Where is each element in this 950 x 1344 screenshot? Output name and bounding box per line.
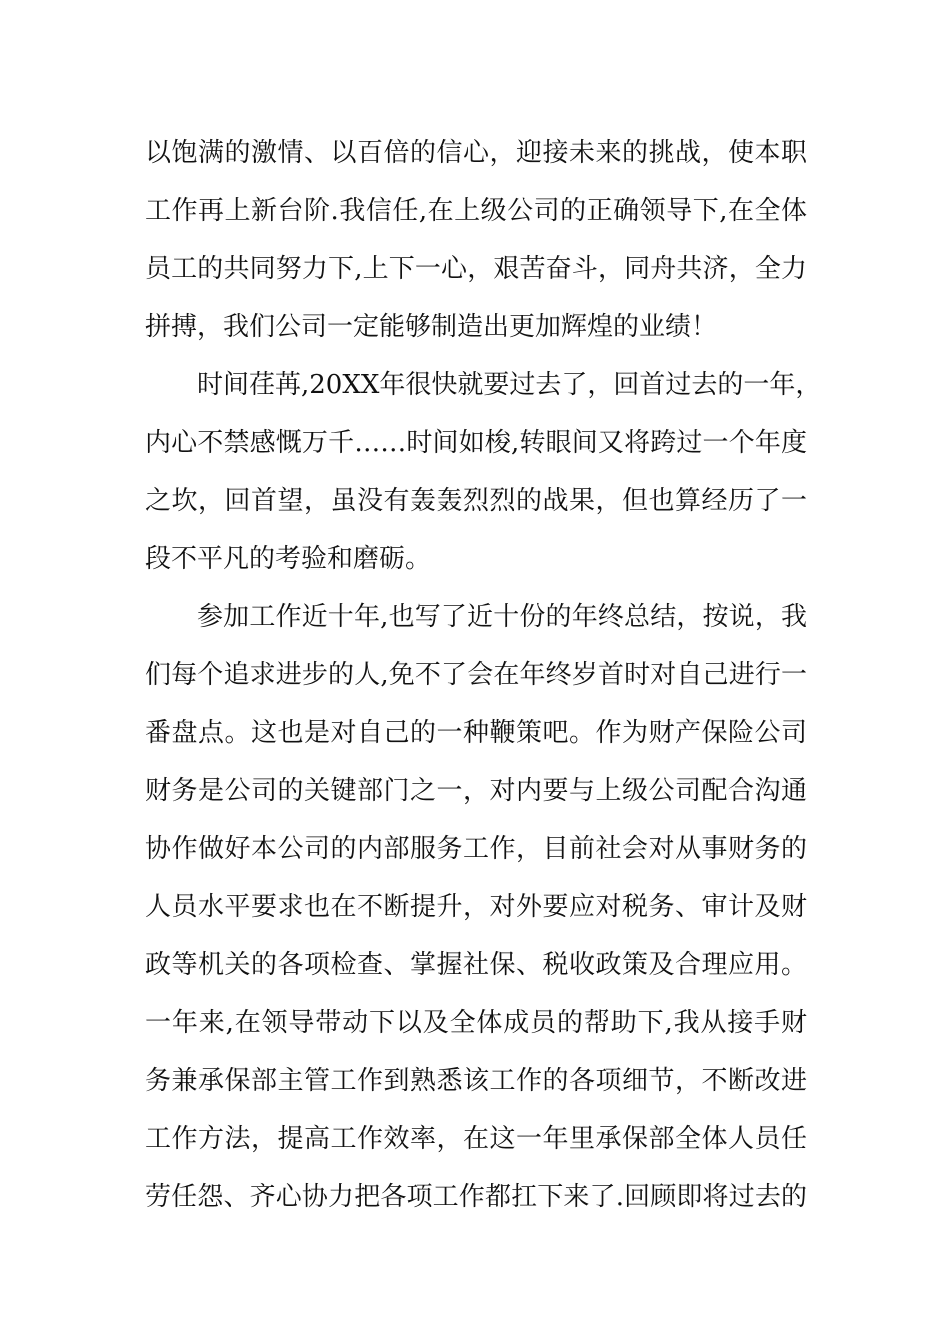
text-line: 协作做好本公司的内部服务工作，目前社会对从事财务的 xyxy=(145,834,807,864)
text-line: 工作方法，提高工作效率，在这一年里承保部全体人员任 xyxy=(145,1124,807,1154)
text-line: 员工的共同努力下,上下一心，艰苦奋斗，同舟共济，全力 xyxy=(145,254,807,284)
text-line: 劳任怨、齐心协力把各项工作都扛下来了.回顾即将过去的 xyxy=(145,1182,807,1212)
text-line: 工作再上新台阶.我信任,在上级公司的正确领导下,在全体 xyxy=(145,196,807,226)
text-line: 番盘点。这也是对自己的一种鞭策吧。作为财产保险公司 xyxy=(145,718,807,748)
text-line: 内心不禁感慨万千……时间如梭,转眼间又将跨过一个年度 xyxy=(145,428,807,458)
text-line: 段不平凡的考验和磨砺。 xyxy=(145,544,432,574)
text-line: 一年来,在领导带动下以及全体成员的帮助下,我从接手财 xyxy=(145,1008,807,1038)
text-line: 财务是公司的关键部门之一，对内要与上级公司配合沟通 xyxy=(145,776,807,806)
text-line: 们每个追求进步的人,免不了会在年终岁首时对自己进行一 xyxy=(145,660,807,690)
text-line: 以饱满的激情、以百倍的信心，迎接未来的挑战，使本职 xyxy=(145,138,807,168)
paragraph-first-line: 参加工作近十年,也写了近十份的年终总结，按说，我 xyxy=(197,602,807,632)
text-line: 拼搏，我们公司一定能够制造出更加辉煌的业绩！ xyxy=(145,312,718,342)
paragraph-first-line: 时间荏苒,20XX年很快就要过去了，回首过去的一年， xyxy=(197,370,822,400)
text-line: 人员水平要求也在不断提升，对外要应对税务、审计及财 xyxy=(145,892,807,922)
text-line: 政等机关的各项检查、掌握社保、税收政策及合理应用。 xyxy=(145,950,807,980)
text-line: 之坎，回首望，虽没有轰轰烈烈的战果，但也算经历了一 xyxy=(145,486,807,516)
text-line: 务兼承保部主管工作到熟悉该工作的各项细节，不断改进 xyxy=(145,1066,807,1096)
